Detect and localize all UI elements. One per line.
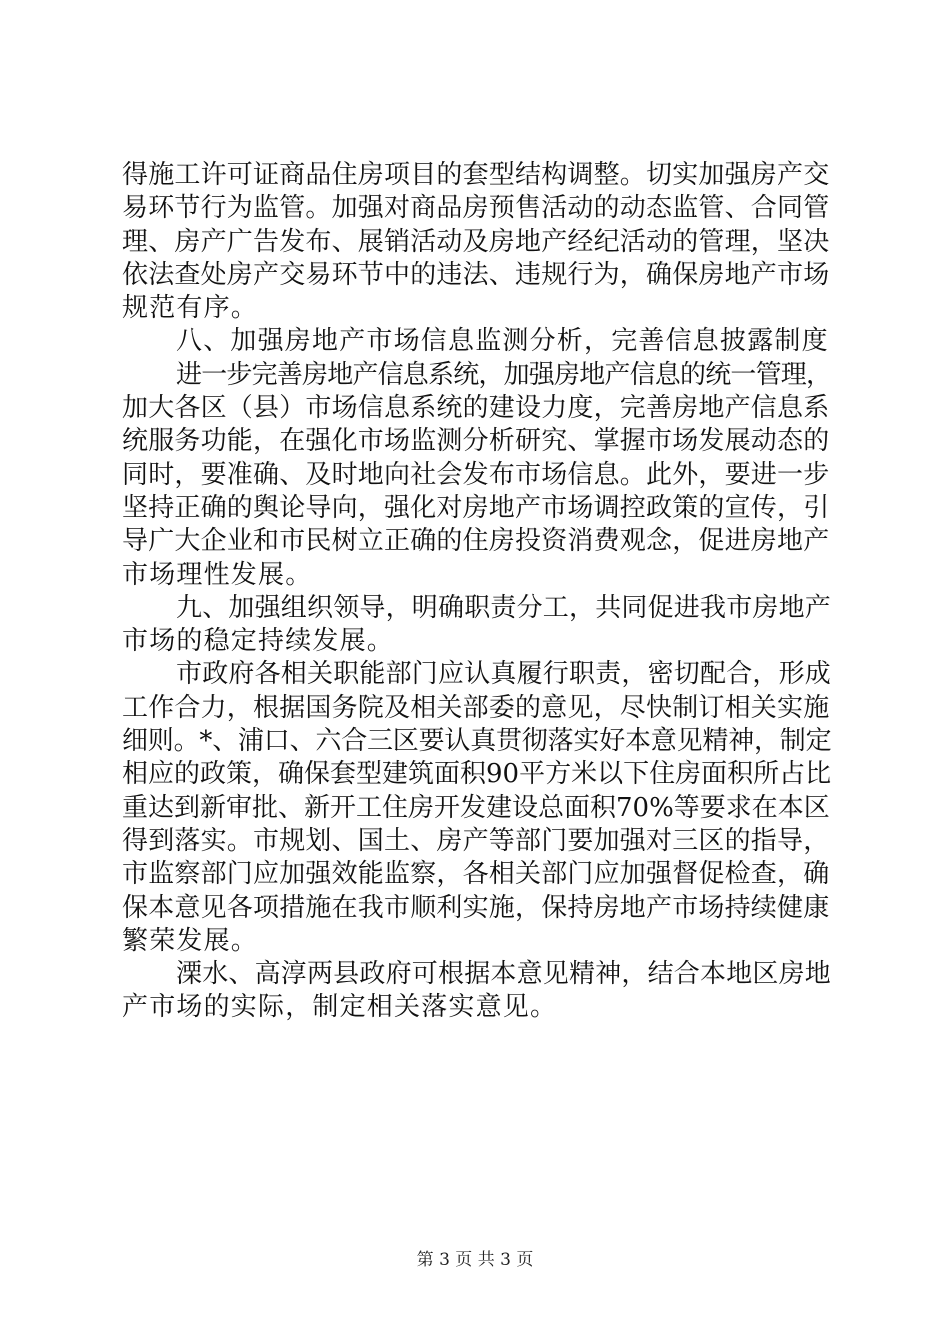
text-line: 细则。*、浦口、六合三区要认真贯彻落实好本意见精神，制定 (122, 726, 832, 757)
page-footer: 第 3 页 共 3 页 (416, 1250, 534, 1270)
text-line: 理、房产广告发布、展销活动及房地产经纪活动的管理，坚决 (122, 226, 830, 257)
text-line: 工作合力，根据国务院及相关部委的意见，尽快制订相关实施 (122, 692, 830, 723)
text-line: 产市场的实际，制定相关落实意见。 (122, 992, 558, 1023)
text-line: 重达到新审批、新开工住房开发建设总面积70%等要求在本区 (122, 792, 830, 823)
document-body (122, 159, 834, 1025)
text-line: 得到落实。市规划、国土、房产等部门要加强对三区的指导， (122, 825, 830, 856)
text-line: 得施工许可证商品住房项目的套型结构调整。切实加强房产交 (122, 160, 830, 190)
text-line: 市监察部门应加强效能监察，各相关部门应加强督促检查，确 (122, 859, 830, 890)
text-line: 规范有序。 (122, 293, 259, 324)
text-line: 市场理性发展。 (122, 559, 313, 590)
text-line: 九、加强组织领导，明确职责分工，共同促进我市房地产 (176, 592, 832, 623)
text-line: 相应的政策，确保套型建筑面积90平方米以下住房面积所占比 (122, 759, 832, 790)
text-line: 进一步完善房地产信息系统，加强房地产信息的统一管理， (176, 359, 832, 390)
text-line: 导广大企业和市民树立正确的住房投资消费观念，促进房地产 (122, 526, 830, 557)
text-line: 易环节行为监管。加强对商品房预售活动的动态监管、合同管 (122, 193, 830, 224)
text-line: 溧水、高淳两县政府可根据本意见精神，结合本地区房地 (176, 959, 832, 990)
text-line: 统服务功能，在强化市场监测分析研究、掌握市场发展动态的 (122, 426, 830, 457)
text-line: 同时，要准确、及时地向社会发布市场信息。此外，要进一步 (122, 459, 830, 490)
text-line: 保本意见各项措施在我市顺利实施，保持房地产市场持续健康 (122, 892, 830, 923)
text-line: 八、加强房地产市场信息监测分析，完善信息披露制度 (176, 326, 829, 357)
text-line: 市场的稳定持续发展。 (122, 626, 395, 657)
text-line: 加大各区（县）市场信息系统的建设力度，完善房地产信息系 (122, 393, 830, 424)
text-line: 市政府各相关职能部门应认真履行职责，密切配合，形成 (176, 659, 832, 690)
text-line: 坚持正确的舆论导向，强化对房地产市场调控政策的宣传，引 (122, 492, 830, 523)
text-line: 依法查处房产交易环节中的违法、违规行为，确保房地产市场 (122, 259, 830, 290)
text-line: 繁荣发展。 (122, 925, 259, 956)
